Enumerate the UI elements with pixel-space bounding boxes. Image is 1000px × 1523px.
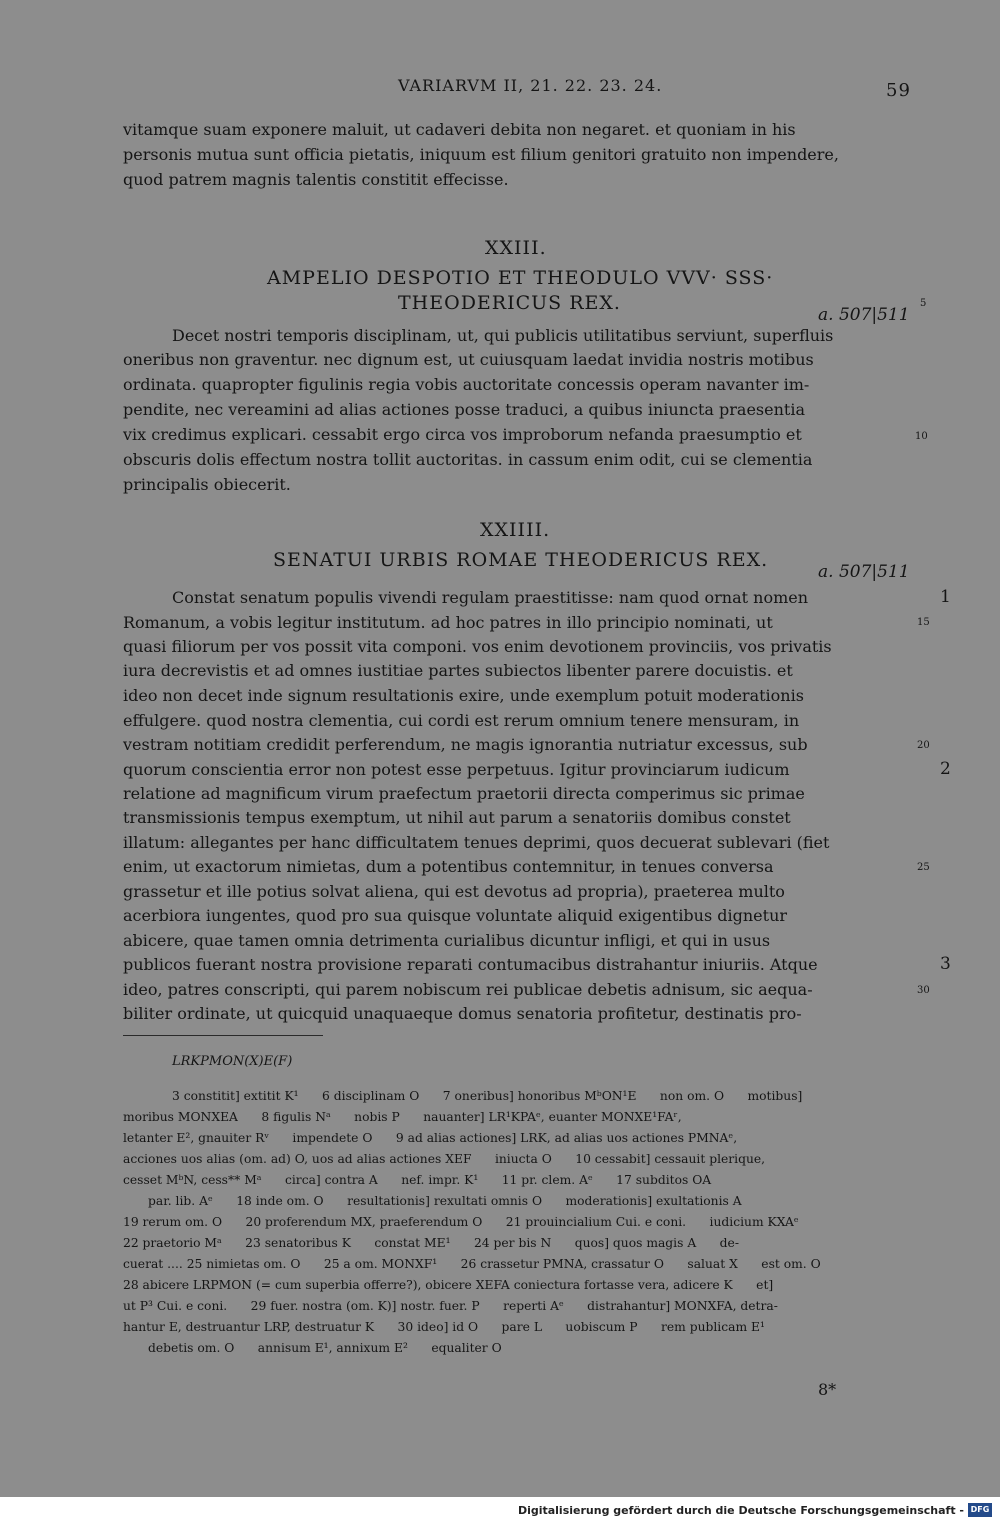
text-line: Decet nostri temporis disciplinam, ut, qui publicis utilitatibus serviunt, superfluis [172,326,834,345]
page-number: 59 [886,80,911,101]
text-line: Constat senatum populis vivendi regulam praestitisse: nam quod ornat nomen [172,588,809,607]
text-line: relatione ad magnificum virum praefectum praetorii directa comperimus sic primae [123,784,805,803]
text-line: Romanum, a vobis legitur institutum. ad hoc patres in illo principio nominati, ut [123,613,773,632]
apparatus-line: letanter E², gnauiter Rᵛ impendete O 9 ad alias actiones] LRK, ad alias uos actiones PMNAᵉ, [123,1131,738,1145]
section-number: 2 [940,759,951,779]
text-line: abicere, quae tamen omnia detrimenta curialibus dicuntur infligi, et qui in usus [123,931,771,950]
letter-address: AMPELIO DESPOTIO ET THEODULO VVV· SSS· [267,267,774,289]
apparatus-line: cuerat .... 25 nimietas om. O 25 a om. MONXF¹ 26 crassetur PMNA, crassatur O saluat X est om. O [123,1257,821,1271]
text-line: vitamque suam exponere maluit, ut cadaveri debita non negaret. et quoniam in his [123,120,796,139]
letter-sender: THEODERICUS REX. [398,292,621,314]
apparatus-line: debetis om. O annisum E¹, annixum E² equaliter O [148,1341,502,1355]
apparatus-line: 22 praetorio Mᵃ 23 senatoribus K constat ME¹ 24 per bis N quos] quos magis A de- [123,1236,739,1250]
letter-date: a. 507|511 [818,562,910,582]
text-line: quasi filiorum per vos possit vita componi. vos enim devotionem provinciis, vos privatis [123,637,832,656]
footer-bar [0,1497,1000,1523]
apparatus-line: 3 constitit] extitit K¹ 6 disciplinam O 7 oneribus] honoribus MᵇON¹E non om. O motibus] [172,1089,803,1103]
apparatus-line: hantur E, destruantur LRP, destruatur K 30 ideo] id O pare L uobiscum P rem publicam E¹ [123,1320,765,1334]
sigla-line: LRKPMON(X)E(F) [172,1054,293,1069]
footer-text: Digitalisierung gefördert durch die Deutsche Forschungsgemeinschaft - [517,1504,964,1517]
text-line: effulgere. quod nostra clementia, cui cordi est rerum omnium tenere mensuram, in [123,711,800,730]
apparatus-line: ut P³ Cui. e coni. 29 fuer. nostra (om. K)] nostr. fuer. P reperti Aᵉ distrahantur] MONXFA, detra- [123,1299,778,1313]
text-line: acerbiora iungentes, quod pro sua quisque voluntate aliquid exigentibus dignetur [123,906,788,925]
text-line: pendite, nec vereamini ad alias actiones posse traduci, a quibus iniuncta praesentia [123,400,805,419]
signature-mark: 8* [818,1380,837,1399]
text-line: enim, ut exactorum nimietas, dum a potentibus contemnitur, in tenues conversa [123,857,774,876]
apparatus-line: par. lib. Aᵉ 18 inde om. O resultationis] rexultati omnis O moderationis] exultationis A [148,1194,742,1208]
text-line: personis mutua sunt officia pietatis, iniquum est filium genitori gratuito non impendere, [123,145,839,164]
text-line: vix credimus explicari. cessabit ergo circa vos improborum nefanda praesumptio et [123,425,802,444]
line-number: 15 [917,617,930,628]
section-number: 1 [940,587,951,607]
apparatus-line: moribus MONXEA 8 figulis Nᵃ nobis P nauanter] LR¹KPAᵉ, euanter MONXE¹FAʳ, [123,1110,682,1124]
letter-number: XXIII. [485,237,547,259]
text-line: publicos fuerant nostra provisione reparati contumacibus distrahantur iniuriis. Atque [123,955,818,974]
text-line: grassetur et ille potius solvat aliena, qui est devotus ad propria), praeterea multo [123,882,785,901]
letter-date: a. 507|511 [818,305,910,325]
apparatus-line: 28 abicere LRPMON (= cum superbia offerre?), obicere XEFA coniectura fortasse vera, adicere K et] [123,1278,774,1292]
text-line: quod patrem magnis talentis constitit effecisse. [123,170,509,189]
text-line: ideo non decet inde signum resultationis exire, unde exemplum potuit moderationis [123,686,804,705]
apparatus-line: 19 rerum om. O 20 proferendum MX, praeferendum O 21 prouincialium Cui. e coni. iudicium KXAᵉ [123,1215,799,1229]
footnote-rule [123,1035,323,1036]
dfg-logo: DFG [968,1503,992,1517]
text-line: vestram notitiam credidit perferendum, ne magis ignorantia nutriatur excessus, sub [123,735,808,754]
letter-number: XXIIII. [480,519,551,541]
text-line: transmissionis tempus exemptum, ut nihil aut parum a senatoriis domibus constet [123,808,791,827]
text-line: ordinata. quapropter figulinis regia vobis auctoritate concessis operam navanter im- [123,375,810,394]
apparatus-line: cesset MᵇN, cess** Mᵃ circa] contra A nef. impr. K¹ 11 pr. clem. Aᵉ 17 subditos OA [123,1173,712,1187]
text-line: biliter ordinate, ut quicquid unaquaeque domus senatoria profitetur, destinatis pro- [123,1004,802,1023]
text-line: quorum conscientia error non potest esse perpetuus. Igitur provinciarum iudicum [123,760,790,779]
line-number: 25 [917,862,930,873]
text-line: illatum: allegantes per hanc difficultatem tenues deprimi, quos decuerat sublevari (fiet [123,833,830,852]
running-title: VARIARVM II, 21. 22. 23. 24. [398,76,663,95]
text-line: obscuris dolis effectum nostra tollit auctoritas. in cassum enim odit, cui se clementia [123,450,813,469]
text-line: ideo, patres conscripti, qui parem nobiscum rei publicae debetis adnisum, sic aequa- [123,980,813,999]
line-number: 30 [917,985,930,996]
text-line: iura decrevistis et ad omnes iustitiae partes subiectos libenter parere docuistis. et [123,661,793,680]
line-number: 5 [920,298,927,309]
apparatus-line: acciones uos alias (om. ad) O, uos ad alias actiones XEF iniucta O 10 cessabit] cessauit plerique, [123,1152,766,1166]
letter-title: SENATUI URBIS ROMAE THEODERICUS REX. [273,549,769,571]
text-line: principalis obiecerit. [123,475,291,494]
section-number: 3 [940,954,951,974]
line-number: 10 [915,431,928,442]
text-line: oneribus non graventur. nec dignum est, ut cuiusquam laedat invidia nostris motibus [123,350,814,369]
line-number: 20 [917,740,930,751]
